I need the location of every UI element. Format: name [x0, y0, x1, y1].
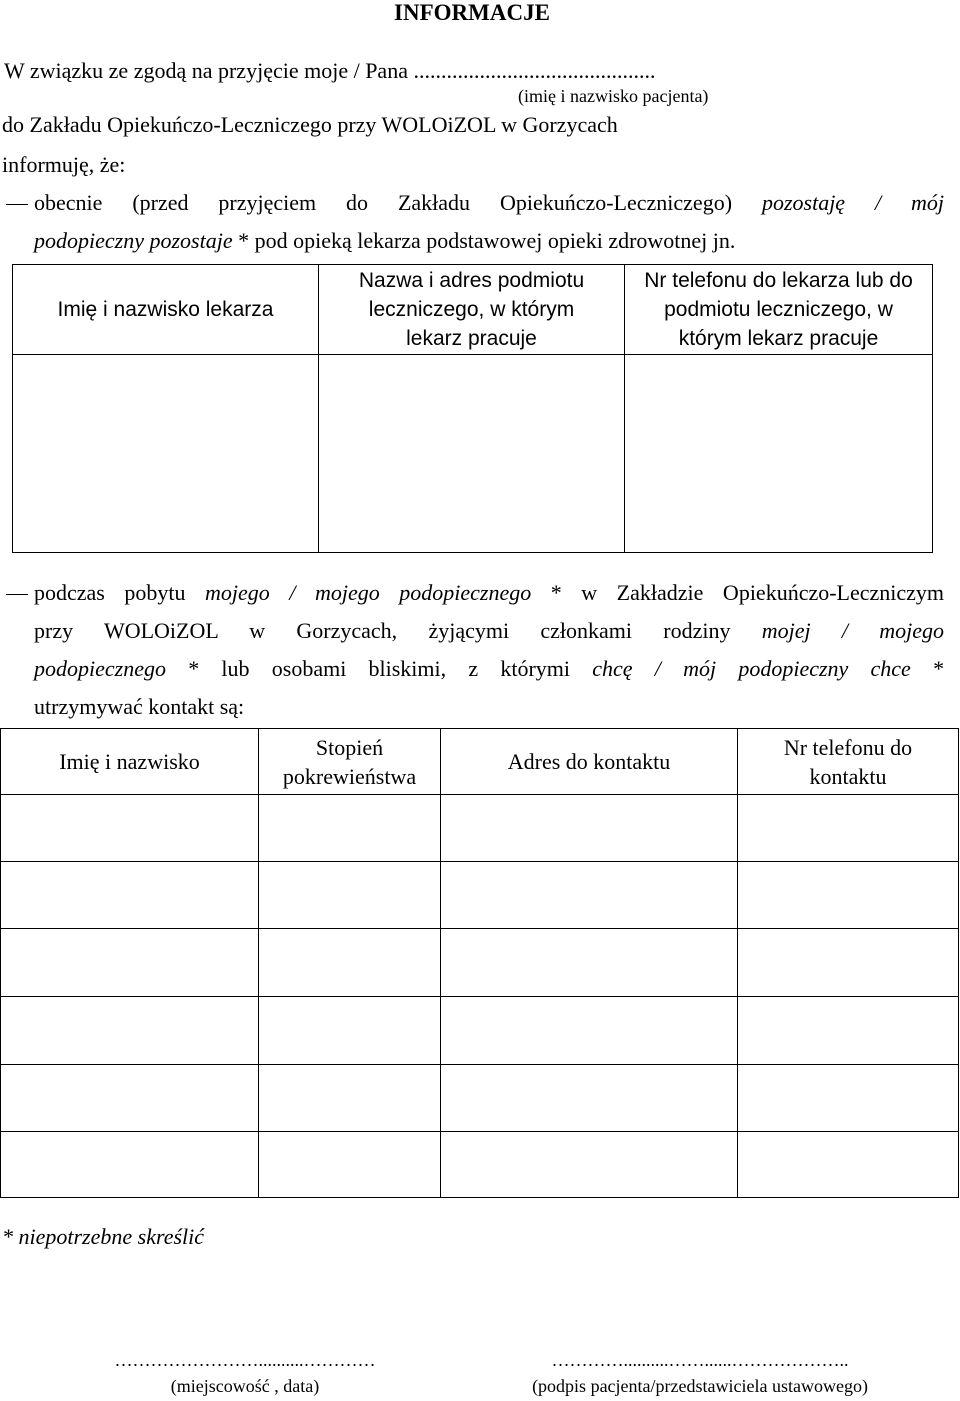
facility-address-cell[interactable]	[319, 355, 625, 553]
contact-name-cell[interactable]	[1, 795, 259, 862]
doctor-table	[12, 264, 933, 553]
doctor-name-header: Imię i nazwisko lekarza	[13, 265, 319, 355]
relationship-cell[interactable]	[259, 795, 441, 862]
relationship-cell[interactable]	[259, 862, 441, 929]
doctor-statement: obecnie (przed przyjęciem do Zakładu Opiekuńczo-Leczniczego) pozostaję / mój podopieczny pozostaje * pod opieką lekarza podstawowej opieki zdrowotnej jn.	[34, 190, 944, 253]
contact-phone-cell[interactable]	[738, 862, 959, 929]
contact-name-cell[interactable]	[1, 997, 259, 1065]
contact-name-cell[interactable]	[1, 1065, 259, 1132]
contact-name-cell[interactable]	[1, 929, 259, 997]
intro-line-facility: do Zakładu Opiekuńczo-Leczniczego przy WOLOiZOL w Gorzycach	[2, 112, 618, 137]
patient-name-hint: (imię i nazwisko pacjenta)	[518, 86, 709, 106]
relationship-cell[interactable]	[259, 997, 441, 1065]
doctor-phone-cell[interactable]	[625, 355, 933, 553]
contact-phone-cell[interactable]	[738, 1065, 959, 1132]
place-date-label: (miejscowość , data)	[170, 1376, 320, 1396]
contact-name-cell[interactable]	[1, 1132, 259, 1198]
relationship-cell[interactable]	[259, 1132, 441, 1198]
signature-dots[interactable]: …………..........……......………………..	[551, 1350, 849, 1370]
contact-address-cell[interactable]	[441, 929, 738, 997]
contacts-table	[0, 728, 959, 1198]
contact-name-header: Imię i nazwisko	[1, 729, 259, 795]
signature-label: (podpis pacjenta/przedstawiciela ustawowego)	[532, 1376, 868, 1396]
contact-address-header: Adres do kontaktu	[441, 729, 738, 795]
doctor-name-cell[interactable]	[13, 355, 319, 553]
relationship-header: Stopień pokrewieństwa	[259, 729, 441, 795]
bullet-dash	[6, 204, 28, 205]
contact-phone-cell[interactable]	[738, 795, 959, 862]
relationship-cell[interactable]	[259, 1065, 441, 1132]
intro-line-inform: informuję, że:	[2, 152, 126, 177]
bullet-dash	[6, 594, 28, 595]
contact-phone-cell[interactable]	[738, 1132, 959, 1198]
relationship-cell[interactable]	[259, 929, 441, 997]
contact-phone-header: Nr telefonu do kontaktu	[738, 729, 959, 795]
contact-address-cell[interactable]	[441, 862, 738, 929]
page-title: INFORMACJE	[394, 0, 550, 25]
contact-address-cell[interactable]	[441, 1132, 738, 1198]
doctor-phone-header: Nr telefonu do lekarza lub do podmiotu leczniczego, w którym lekarz pracuje	[625, 265, 933, 355]
contacts-statement: podczas pobytu mojego / mojego podopiecznego * w Zakładzie Opiekuńczo-Leczniczym przy WOLOiZOL w Gorzycach, żyjącymi członkami rodziny mojej / mojego podopiecznego * lub osobami bliskimi, z którymi chcę / mój podopieczny chce * utrzymywać kontakt są:	[34, 580, 945, 719]
contact-address-cell[interactable]	[441, 795, 738, 862]
footnote: * niepotrzebne skreślić	[2, 1224, 205, 1249]
contact-phone-cell[interactable]	[738, 929, 959, 997]
place-date-dots[interactable]: ……………………..........…………	[114, 1350, 376, 1370]
contact-address-cell[interactable]	[441, 997, 738, 1065]
facility-address-header: Nazwa i adres podmiotu leczniczego, w którym lekarz pracuje	[319, 265, 625, 355]
contact-name-cell[interactable]	[1, 862, 259, 929]
intro-line-patient: W związku ze zgodą na przyjęcie moje / Pana ............................................	[4, 58, 656, 83]
contact-phone-cell[interactable]	[738, 997, 959, 1065]
contact-address-cell[interactable]	[441, 1065, 738, 1132]
